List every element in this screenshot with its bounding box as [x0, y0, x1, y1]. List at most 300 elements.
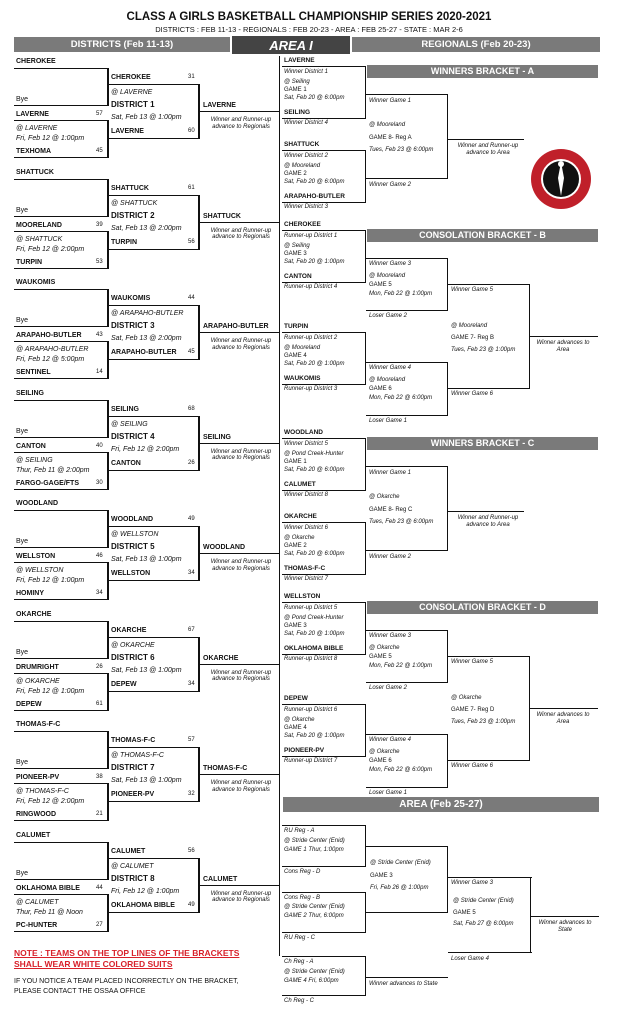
winner-game-label: Winner Game 5 — [451, 659, 493, 665]
bracket-line — [107, 289, 109, 327]
bracket-line — [108, 858, 198, 859]
seed-label: Winner District 5 — [284, 441, 328, 447]
district-time: Fri, Feb 12 @ 2:00pm — [111, 445, 180, 453]
bracket-line — [365, 956, 366, 996]
game-number: GAME 2 Thur, 6:00pm — [284, 913, 344, 919]
bracket-line — [282, 704, 366, 705]
bracket-line — [199, 553, 279, 554]
team-score: 45 — [96, 148, 103, 154]
bracket-line — [282, 66, 366, 67]
advance-note: Winner and Runner-up advance to Regionals — [210, 338, 272, 351]
bye-label: Bye — [16, 427, 29, 435]
seed-label: Runner-up District 5 — [284, 605, 338, 611]
regional-team: OKLAHOMA BIBLE — [284, 645, 344, 652]
bracket-line — [14, 489, 108, 490]
area-seed: Cons Reg - B — [284, 895, 321, 901]
advance-note: Winner advances to Area — [536, 340, 590, 353]
advance-note: Winner and Runner-up advance to Regionals — [210, 559, 272, 572]
bracket-line — [14, 894, 108, 895]
game-time: Fri, Feb 12 @ 1:00pm — [16, 687, 85, 695]
bracket-line — [282, 866, 366, 867]
bracket-line — [282, 756, 366, 757]
game-time: Mon, Feb 22 @ 1:00pm — [369, 663, 433, 669]
seed-label: Winner District 2 — [284, 153, 328, 159]
ossaa-seal-icon — [530, 148, 592, 210]
bracket-line — [530, 708, 598, 709]
bracket-line — [108, 359, 198, 360]
bracket-line — [108, 416, 198, 417]
bracket-line — [366, 415, 448, 416]
game-number: GAME 4 — [284, 725, 307, 731]
district-team: OKLAHOMA BIBLE — [111, 901, 175, 909]
district-team: SENTINEL — [16, 369, 51, 376]
winner-game-label: Winner Game 1 — [369, 470, 411, 476]
team-score: 34 — [188, 680, 195, 687]
team-score: 45 — [188, 349, 195, 355]
advance-note: Winner advances to State — [369, 981, 438, 987]
game-site: @ Stride Center (Enid) — [453, 898, 514, 904]
bracket-line — [282, 892, 366, 893]
bracket-line — [282, 995, 366, 996]
bracket-line — [14, 289, 108, 290]
district-site: @ SEILING — [111, 420, 148, 428]
bracket-line — [107, 510, 109, 548]
district-team: LAVERNE — [111, 128, 144, 135]
bracket-line — [282, 654, 366, 655]
bracket-line — [14, 768, 108, 769]
district-team: ARAPAHO-BUTLER — [111, 349, 177, 356]
bracket-line — [366, 362, 448, 363]
game-site: @ Pond Creek-Hunter — [284, 451, 344, 457]
bracket-line — [108, 84, 198, 85]
district-team: DEPEW — [16, 700, 42, 708]
bracket-line — [448, 388, 530, 389]
game-time: Sat, Feb 20 @ 1:00pm — [284, 361, 345, 367]
game-site: @ SHATTUCK — [16, 235, 63, 243]
bracket-line — [282, 825, 366, 826]
bracket-line — [14, 437, 108, 438]
bracket-line — [107, 400, 109, 438]
district-team: WELLSTON — [16, 553, 56, 560]
area-header: AREA (Feb 25-27) — [283, 797, 599, 812]
note-white-suits-line2: SHALL WEAR WHITE COLORED SUITS — [14, 959, 173, 969]
bracket-line — [448, 877, 532, 878]
bracket-line — [14, 510, 108, 511]
seed-label: Runner-up District 1 — [284, 233, 338, 239]
district-winner: SHATTUCK — [203, 212, 241, 220]
bracket-line — [365, 602, 366, 655]
team-score: 68 — [188, 405, 195, 412]
team-score: 44 — [188, 295, 195, 301]
bracket-line — [108, 249, 198, 250]
bracket-line — [14, 120, 108, 121]
seed-label: Runner-up District 6 — [284, 707, 338, 713]
bracket-line — [282, 282, 366, 283]
game-site: @ Mooreland — [369, 122, 406, 128]
bracket-line — [14, 842, 108, 843]
game-number: GAME 6 — [369, 758, 392, 764]
game-number: GAME 1 Thur, 1:00pm — [284, 847, 344, 853]
regional-team: LAVERNE — [284, 57, 315, 64]
bracket-line — [14, 452, 108, 453]
bracket-line — [366, 912, 448, 913]
bracket-line — [14, 621, 108, 622]
bracket-line — [282, 932, 366, 933]
game-number: GAME 3 — [370, 873, 393, 879]
district-time: Sat, Feb 13 @ 2:00pm — [111, 224, 182, 232]
bracket-line — [282, 522, 366, 523]
loser-game-label: Loser Game 1 — [369, 790, 408, 796]
bracket-line — [14, 562, 108, 563]
game-number: GAME 2 — [284, 543, 307, 549]
team-score: 32 — [188, 791, 195, 797]
district-time: Sat, Feb 13 @ 2:00pm — [111, 335, 182, 342]
regional-team: CHEROKEE — [284, 221, 321, 228]
bracket-line — [199, 774, 279, 775]
district-winner: LAVERNE — [203, 102, 236, 109]
game-site: @ Seiling — [284, 243, 310, 249]
game-time: Sat, Feb 20 @ 1:00pm — [284, 733, 345, 739]
note-contact-line2: PLEASE CONTACT THE OSSAA OFFICE — [14, 988, 146, 995]
regionals-header: REGIONALS (Feb 20-23) — [352, 37, 600, 52]
bracket-line — [199, 664, 279, 665]
game-time: Mon, Feb 22 @ 1:00pm — [369, 291, 433, 297]
bye-label: Bye — [16, 96, 29, 103]
loser-game-label: Loser Game 2 — [369, 313, 408, 319]
game-number: GAME 4 Fri, 6:00pm — [284, 978, 339, 984]
seed-label: Runner-up District 3 — [284, 386, 338, 392]
bracket-line — [14, 400, 108, 401]
district-name: DISTRICT 5 — [111, 542, 155, 551]
team-score: 61 — [188, 184, 195, 191]
regional-team: CALUMET — [284, 481, 316, 488]
game-site: @ SEILING — [16, 456, 53, 464]
seed-label: Runner-up District 8 — [284, 656, 338, 662]
game-site: @ CALUMET — [16, 898, 59, 906]
regional-team: WAUKOMIS — [284, 375, 321, 382]
game-number: GAME 6 — [369, 386, 392, 392]
bracket-line — [14, 879, 108, 880]
advance-note: Winner and Runner-up advance to Area — [457, 143, 519, 156]
team-score: 60 — [188, 128, 195, 134]
district-name: DISTRICT 3 — [111, 321, 155, 330]
game-site: @ Mooreland — [369, 377, 406, 383]
districts-header: DISTRICTS (Feb 11-13) — [14, 37, 230, 52]
district-team: HOMINY — [16, 590, 44, 597]
game-site: @ Mooreland — [284, 345, 321, 351]
winner-game-label: Winner Game 4 — [369, 365, 411, 371]
district-team-top: SHATTUCK — [16, 168, 54, 176]
bracket-line — [366, 258, 448, 259]
bracket-line — [531, 916, 599, 917]
game-number: GAME 8- Reg A — [369, 135, 412, 141]
game-number: GAME 4 — [284, 353, 307, 359]
district-time: Sat, Feb 13 @ 1:00pm — [111, 114, 182, 121]
note-white-suits-line1: NOTE : TEAMS ON THE TOP LINES OF THE BRACKETS — [14, 948, 240, 958]
seed-label: Winner District 8 — [284, 492, 328, 498]
district-winner: OKARCHE — [203, 654, 239, 662]
bracket-line — [366, 787, 448, 788]
game-number: GAME 3 — [284, 251, 307, 257]
bracket-line — [14, 341, 108, 342]
regional-team: CANTON — [284, 273, 312, 280]
bracket-line — [14, 547, 108, 548]
district-team: WOODLAND — [111, 516, 153, 523]
regional-bracket-header: WINNERS BRACKET - A — [367, 65, 598, 78]
loser-game-label: Loser Game 2 — [369, 685, 408, 691]
game-site: @ Mooreland — [369, 273, 406, 279]
district-time: Sat, Feb 13 @ 1:00pm — [111, 556, 182, 563]
team-score: 21 — [96, 811, 103, 817]
game-site: @ Seiling — [284, 79, 310, 85]
bracket-line — [108, 138, 198, 139]
bracket-line — [199, 443, 279, 444]
seed-label: Winner District 4 — [284, 120, 328, 126]
district-site: @ CALUMET — [111, 862, 154, 870]
team-score: 14 — [96, 369, 103, 375]
bracket-line — [366, 550, 448, 551]
note-contact-line1: IF YOU NOTICE A TEAM PLACED INCORRECTLY ON THE BRACKET, — [14, 978, 239, 985]
district-team: CHEROKEE — [111, 74, 151, 81]
team-score: 34 — [188, 570, 195, 576]
regional-bracket-header: WINNERS BRACKET - C — [367, 437, 598, 450]
district-site: @ OKARCHE — [111, 641, 155, 649]
bracket-line — [108, 801, 198, 802]
district-winner: SEILING — [203, 433, 232, 441]
district-site: @ WELLSTON — [111, 531, 159, 538]
game-time: Sat, Feb 20 @ 1:00pm — [284, 259, 345, 265]
district-team-top: OKARCHE — [16, 610, 52, 618]
district-team: PIONEER-PV — [16, 774, 60, 781]
bracket-line — [282, 956, 366, 957]
bracket-line — [14, 179, 108, 180]
bracket-line — [14, 658, 108, 659]
bracket-line — [107, 68, 109, 106]
district-team: TURPIN — [16, 258, 43, 266]
bracket-line — [530, 877, 531, 953]
district-team: SEILING — [111, 405, 140, 413]
team-score: 56 — [188, 847, 195, 854]
regional-bracket-header: CONSOLATION BRACKET - B — [367, 229, 598, 242]
bracket-line — [530, 336, 598, 337]
bracket-line — [366, 977, 448, 978]
bracket-line — [282, 332, 366, 333]
bracket-line — [108, 691, 198, 692]
bracket-line — [199, 885, 279, 886]
bracket-line — [14, 731, 108, 732]
game-site: @ Okarche — [369, 494, 400, 500]
district-team-top: WAUKOMIS — [16, 279, 56, 286]
team-score: 44 — [96, 884, 103, 891]
district-time: Sat, Feb 13 @ 1:00pm — [111, 666, 182, 674]
game-time: Mon, Feb 22 @ 6:00pm — [369, 767, 433, 773]
regional-team: TURPIN — [284, 323, 309, 330]
district-team: OKLAHOMA BIBLE — [16, 884, 80, 892]
bracket-line — [366, 630, 448, 631]
game-number: GAME 1 — [284, 459, 307, 465]
team-score: 39 — [96, 221, 103, 228]
area-seed: Cons Reg - D — [284, 869, 321, 875]
game-time: Sat, Feb 20 @ 1:00pm — [284, 631, 345, 637]
bracket-line — [14, 599, 108, 600]
team-score: 49 — [188, 516, 195, 522]
game-time: Tues, Feb 23 @ 1:00pm — [451, 347, 516, 353]
game-number: GAME 3 — [284, 623, 307, 629]
game-site: @ Stride Center (Enid) — [370, 860, 431, 866]
bracket-line — [282, 574, 366, 575]
bracket-line — [14, 673, 108, 674]
advance-note: Winner advances to State — [538, 920, 592, 933]
district-name: DISTRICT 4 — [111, 431, 155, 441]
bracket-line — [107, 842, 109, 880]
game-site: @ WELLSTON — [16, 567, 64, 574]
game-site: @ Okarche — [369, 749, 400, 755]
bracket-line — [282, 202, 366, 203]
game-time: Sat, Feb 20 @ 6:00pm — [284, 95, 345, 101]
district-team-top: CALUMET — [16, 831, 51, 839]
game-site: @ THOMAS-F-C — [16, 788, 69, 795]
game-site: @ Okarche — [369, 645, 400, 651]
area-seed: Ch Reg - A — [284, 959, 314, 965]
district-winner: CALUMET — [203, 875, 238, 883]
winner-game-label: Winner Game 1 — [369, 98, 411, 104]
district-site: @ ARAPAHO-BUTLER — [111, 310, 184, 317]
bracket-line — [366, 310, 448, 311]
game-time: Tues, Feb 23 @ 6:00pm — [369, 147, 434, 153]
game-number: GAME 5 — [453, 910, 476, 916]
bracket-line — [14, 378, 108, 379]
winner-game-label: Winner Game 6 — [451, 391, 493, 397]
game-time: Mon, Feb 22 @ 6:00pm — [369, 395, 433, 401]
bracket-line — [14, 68, 108, 69]
seed-label: Winner District 7 — [284, 576, 328, 582]
team-score: 57 — [96, 111, 103, 117]
game-site: @ Okarche — [451, 695, 482, 701]
seed-label: Runner-up District 4 — [284, 284, 338, 290]
bracket-line — [448, 511, 524, 512]
bracket-line — [14, 231, 108, 232]
bracket-line — [447, 846, 448, 913]
winner-game-label: Winner Game 3 — [369, 633, 411, 639]
bye-label: Bye — [16, 869, 29, 877]
game-time: Fri, Feb 12 @ 1:00pm — [16, 135, 85, 142]
team-score: 61 — [96, 700, 103, 707]
bracket-line — [282, 118, 366, 119]
district-team: CALUMET — [111, 847, 146, 855]
district-team: WELLSTON — [111, 570, 151, 577]
district-team: FARGO-GAGE/FTS — [16, 479, 79, 487]
bye-label: Bye — [16, 538, 29, 545]
winner-game-label: Winner Game 4 — [369, 737, 411, 743]
bracket-line — [365, 438, 366, 491]
advance-note: Winner and Runner-up advance to Regionals — [210, 227, 272, 241]
district-team: ARAPAHO-BUTLER — [16, 332, 82, 339]
bracket-line — [107, 621, 109, 659]
game-time: Thur, Feb 11 @ Noon — [16, 908, 83, 916]
winner-game-label: Winner Game 3 — [369, 261, 411, 267]
bracket-line — [107, 731, 109, 769]
district-team: OKARCHE — [111, 626, 147, 634]
game-site: @ Stride Center (Enid) — [284, 904, 345, 910]
game-site: @ Mooreland — [284, 163, 321, 169]
game-number: GAME 1 — [284, 87, 307, 93]
advance-note: Winner and Runner-up advance to Area — [457, 515, 519, 528]
team-score: 46 — [96, 553, 103, 559]
bracket-line — [282, 384, 366, 385]
winner-game-label: Winner Game 6 — [451, 763, 493, 769]
team-score: 40 — [96, 442, 103, 449]
game-time: Fri, Feb 26 @ 1:00pm — [370, 885, 429, 891]
district-name: DISTRICT 8 — [111, 873, 155, 883]
bracket-line — [448, 139, 524, 140]
bracket-line — [366, 178, 448, 179]
bracket-line — [447, 94, 448, 179]
bracket-line — [448, 284, 530, 285]
bracket-line — [366, 94, 448, 95]
regional-team: SEILING — [284, 109, 311, 116]
team-score: 31 — [188, 74, 195, 80]
bracket-line — [14, 105, 108, 106]
page-subtitle: DISTRICTS : FEB 11-13 - REGIONALS : FEB 20-23 - AREA : FEB 25-27 - STATE : MAR 2-6 — [155, 25, 463, 34]
district-team: SHATTUCK — [111, 184, 149, 192]
district-name: DISTRICT 2 — [111, 210, 155, 220]
seed-label: Runner-up District 2 — [284, 335, 338, 341]
area-seed: RU Reg - C — [284, 935, 316, 941]
bracket-line — [107, 179, 109, 217]
advance-note: Winner and Runner-up advance to Regionals — [210, 890, 272, 904]
bracket-line — [365, 332, 366, 385]
game-time: Tues, Feb 23 @ 1:00pm — [451, 719, 516, 725]
district-team: DEPEW — [111, 680, 137, 688]
district-team-top: WOODLAND — [16, 500, 58, 507]
district-team-top: SEILING — [16, 389, 45, 397]
bracket-line — [365, 230, 366, 283]
district-name: DISTRICT 6 — [111, 652, 155, 662]
bracket-line — [365, 704, 366, 757]
game-site: @ Okarche — [284, 717, 315, 723]
bracket-line — [282, 150, 366, 151]
district-team: WAUKOMIS — [111, 295, 151, 302]
bracket-line — [447, 466, 448, 551]
game-time: Sat, Feb 27 @ 6:00pm — [453, 921, 514, 927]
bracket-line — [282, 602, 366, 603]
district-team: LAVERNE — [16, 111, 49, 118]
game-number: GAME 7- Reg B — [451, 335, 495, 341]
district-site: @ THOMAS-F-C — [111, 752, 164, 759]
bracket-line — [199, 111, 279, 112]
district-winner: WOODLAND — [203, 544, 245, 551]
bracket-line — [448, 952, 532, 953]
bracket-line — [366, 682, 448, 683]
bye-label: Bye — [16, 206, 29, 214]
regional-team: OKARCHE — [284, 513, 317, 520]
district-winner: ARAPAHO-BUTLER — [203, 323, 269, 330]
seed-label: Runner-up District 7 — [284, 758, 338, 764]
advance-note: Winner and Runner-up advance to Regionals — [210, 669, 272, 683]
regional-team: ARAPAHO-BUTLER — [284, 193, 345, 200]
advance-note: Winner and Runner-up advance to Regionals — [210, 117, 272, 130]
district-team-top: THOMAS-F-C — [16, 721, 61, 728]
bracket-line — [108, 470, 198, 471]
district-time: Sat, Feb 13 @ 1:00pm — [111, 777, 182, 784]
bracket-line — [282, 230, 366, 231]
game-site: @ OKARCHE — [16, 677, 60, 685]
district-site: @ SHATTUCK — [111, 199, 158, 207]
team-score: 26 — [96, 663, 103, 670]
bracket-line — [448, 656, 530, 657]
district-team-top: CHEROKEE — [16, 58, 56, 65]
bracket-line — [448, 760, 530, 761]
